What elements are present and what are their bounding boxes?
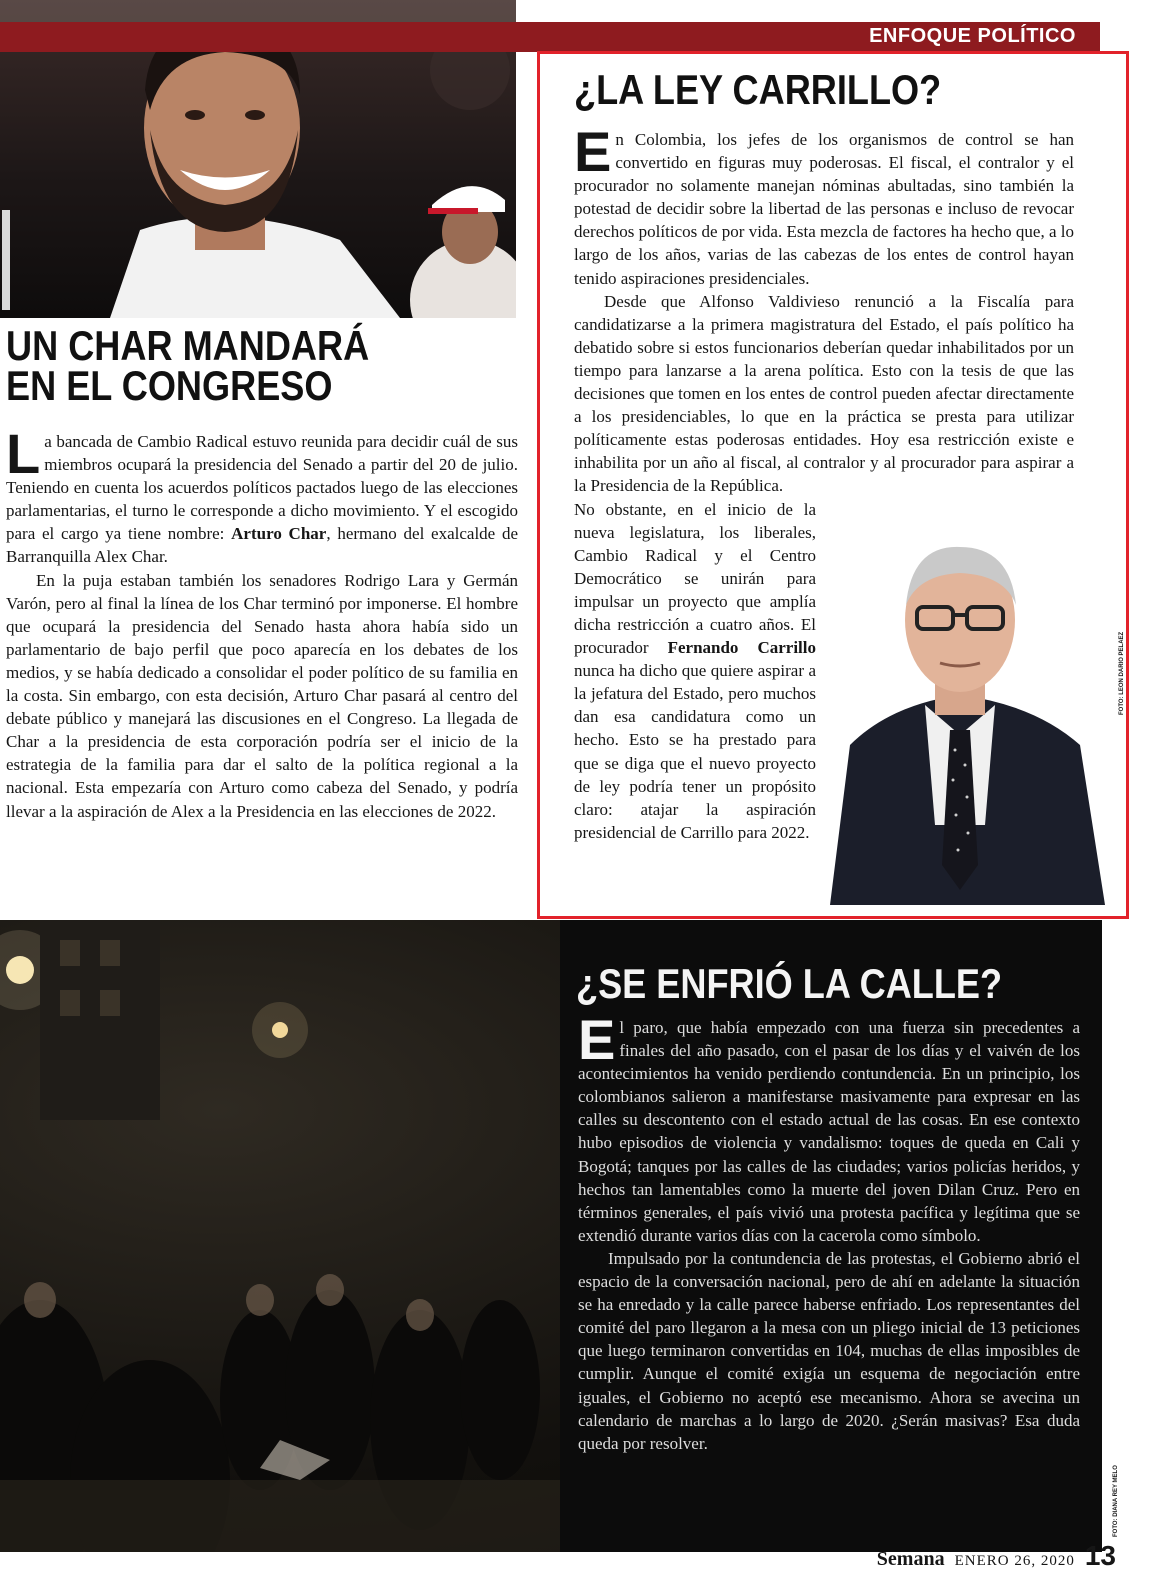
photo-credit-char (2, 210, 10, 310)
headline-char-line-2: EN EL CONGRESO (6, 362, 333, 409)
article-ley-carrillo-body (574, 120, 1074, 878)
article-char-body (6, 422, 519, 823)
name-fernando-carrillo: Fernando Carrillo (667, 638, 816, 658)
article-ley-paragraph-3: No obstante, en el inicio de la nueva legislatura, los liberales, Cambio Radical y el Centro Democrático se unirán para impulsar un proyecto que amplía dicha restricción a cuatro años. El procurador Fernando Carrillo nunca ha dicho que quiere aspirar a la jefatura del Estado, pero muchos dan esa candidatura como un hecho. Esto se ha prestado para que se diga que el nuevo proyecto de ley podría tener un propósito claro: atajar la aspiración presidencial de Carrillo para 2022. (574, 499, 816, 842)
article-ley-paragraph-2: Desde que Alfonso Valdivieso renunció a la Fiscalía para candidatizarse a la primera magistratura del Estado, el país político ha debatido sobre si estos funcionarios deberían quedar inhabilitados por un tiempo para lanzarse a la arena política. Esto con la tesis de que las decisiones que tomen en los entes de control pueden afectar directamente a los presidenciables, lo que en la práctica se presta para utilizar políticamente estas poderosas entidades. Hoy esa restricción existe e inhabilita por un año al fiscal, al contralor y al procurador para aspirar a la Presidencia de la República. (574, 291, 1074, 496)
photo-credit-carrillo: FOTO: LEON DARIO PELAEZ (1119, 631, 1125, 715)
footer-magazine-name: Semana (876, 1548, 945, 1570)
section-bar (0, 22, 1100, 52)
dropcap: E (574, 120, 612, 183)
article-calle-paragraph-2: Impulsado por la contundencia de las protestas, el Gobierno abrió el espacio de la conversación nacional, pero de ahí en adelante la situación se ha enredado y la calle parece haberse enfriado. Los representantes del comité del paro llegaron a la mesa con un pliego inicial de 13 peticiones que luego terminaron convertidas en 104, muchas de ellas imposibles de cumplir. Aunque el comité exigía un esquema de negociación entre iguales, el Gobierno no aceptó ese mecanismo. Ahora se avecina un calendario de marchas a lo largo de 2020. ¿Serán masivas? Esa duda queda por resolver. (578, 1248, 1080, 1453)
headline-ley-carrillo: ¿LA LEY CARRILLO? (574, 66, 942, 113)
headline-char-line-1: UN CHAR MANDARÁ (6, 322, 370, 369)
dropcap: L (6, 422, 41, 485)
article-calle-paragraph-1: El paro, que había empezado con una fuerza sin precedentes a finales del año pasado, con el pasar de los días y el vaivén de los acontecimientos ha venido perdiendo contundencia. En un principio, los colombianos salieron a manifestarse masivamente para expresar en las calles su descontento con el estado actual de las cosas. En ese contexto hubo episodios de violencia y vandalismo: toques de queda en Cali y Bogotá; tanques por las calles de las ciudades; varios policías heridos, y hechos tan lamentables como la muerte del joven Dilan Cruz. Pero en términos generales, el país vivió una protesta pacífica y legítima que se extendió durante varios días con la cacerola como símbolo. (578, 1008, 1080, 1245)
name-arturo-char: Arturo Char (231, 524, 327, 544)
headline-se-enfrio-la-calle: ¿SE ENFRIÓ LA CALLE? (576, 960, 1003, 1007)
photo-wrap-spacer (816, 498, 1074, 878)
article-ley-paragraph-1: En Colombia, los jefes de los organismos de control se han convertido en figuras muy poderosas. El fiscal, el contralor y el procurador no solamente manejan nóminas abultadas, sino también la potestad de decidir sobre la libertad de las personas e incluso de revocar derechos políticos de por vida. Esta mezcla de factores ha hecho que, a lo largo de los años, varias de las cabezas de los entes de control hayan tenido aspiraciones presidenciales. (574, 120, 1074, 288)
headline-char (6, 322, 522, 409)
footer-date: ENERO 26, 2020 (954, 1553, 1075, 1569)
article-calle-body (578, 1008, 1080, 1455)
section-label: ENFOQUE POLÍTICO (869, 25, 1076, 47)
article-char-paragraph-1: La bancada de Cambio Radical estuvo reunida para decidir cuál de sus miembros ocupará la presidencia del Senado a partir del 20 de julio. Teniendo en cuenta los acuerdos políticos pactados luego de las elecciones parlamentarias, el turno le corresponde a dicho movimiento. Y el escogido para el cargo ya tiene nombre: Arturo Char, hermano del exalcalde de Barranquilla Alex Char. (6, 422, 519, 567)
article-char-paragraph-2: En la puja estaban también los senadores Rodrigo Lara y Germán Varón, pero al final la línea de los Char terminó por imponerse. El hombre que ocupará la presidencia del Senado hasta ahora había sido un parlamentario de bajo perfil que poco aparecía en los debates de los medios, y se había dedicado a consolidar el poder político de su familia en la costa. Sin embargo, con esta decisión, Arturo Char pasará al centro del debate público y manejará las discusiones en el Congreso. La llegada de Char a la presidencia de esta corporación podría ser el inicio de la estrategia de la familia para dar el salto de la política regional a la nacional. Esta empezaría con Arturo como cabeza del Senado, y podría llevar a la aspiración de Alex a la Presidencia en las elecciones de 2022. (6, 570, 518, 821)
footer-page-number: 13 (1084, 1540, 1116, 1571)
dropcap: E (578, 1008, 616, 1071)
page-footer (877, 1540, 1116, 1570)
photo-credit-protest: FOTO: DIANA REY MELO (1113, 1465, 1119, 1537)
